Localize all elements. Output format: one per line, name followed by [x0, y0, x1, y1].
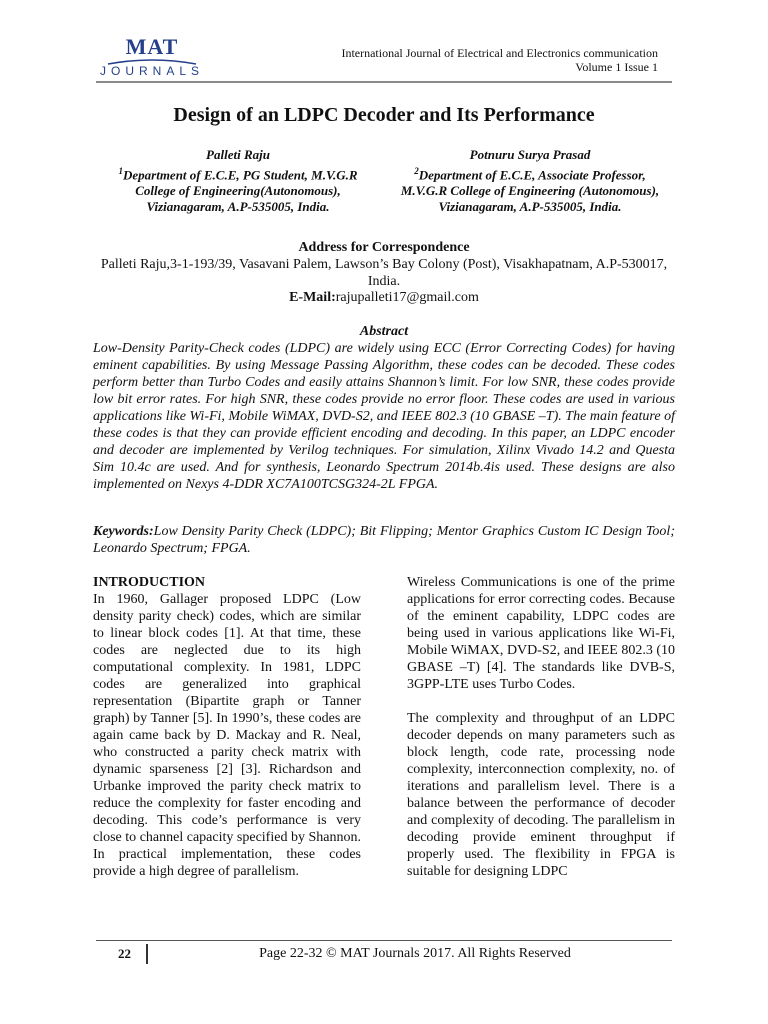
journal-logo — [96, 36, 216, 82]
author-affiliation-line1: $^2$Department of E.C.E, Associate Professor, — [414, 166, 646, 183]
journal-name: International Journal of Electrical and Electronics communication — [341, 46, 658, 60]
author-block-1 — [94, 147, 382, 215]
author-affiliation-line1: $^1$Department of E.C.E, PG Student, M.V.G.R — [118, 166, 358, 183]
email-label: E-Mail: — [289, 290, 336, 305]
logo-text-mat: MAT — [125, 34, 179, 59]
paper-title: Design of an LDPC Decoder and Its Performance — [173, 104, 595, 126]
author-name: Palleti Raju — [206, 147, 270, 162]
section-heading-introduction: INTRODUCTION — [93, 575, 206, 590]
author-affiliation-line3: Vizianagaram, A.P-535005, India. — [146, 199, 330, 215]
author-affiliation-line3: Vizianagaram, A.P-535005, India. — [438, 199, 622, 215]
column-left — [93, 574, 361, 880]
correspondence-email — [96, 289, 672, 306]
author-affiliation-line2: M.V.G.R College of Engineering (Autonomous), — [400, 183, 660, 199]
page-number-bar — [146, 944, 148, 964]
author-name: Potnuru Surya Prasad — [469, 147, 591, 162]
page-number: 22 — [118, 946, 131, 961]
header-rule — [96, 81, 672, 83]
email-link[interactable]: rajupalleti17@gmail.com — [335, 290, 479, 305]
correspondence-heading: Address for Correspondence — [298, 240, 470, 255]
author-block-2 — [386, 147, 674, 215]
intro-paragraph-3: The complexity and throughput of an LDPC decoder depends on many parameters such as block length, code rate, processing node complexity, interconnection complexity, no. of iterations and parallelism level. There is a balance between the performance of decoder and complexity of decoding. The parallelism in decoding provide eminent throughput if properly used. The flexibility in FPGA is suitable for designing LDPC — [407, 711, 675, 879]
footer-copyright: Page 22-32 © MAT Journals 2017. All Rights Reserved — [259, 946, 571, 961]
author-affiliation-line2: College of Engineering(Autonomous), — [135, 183, 341, 199]
keywords-label: Keywords: — [93, 524, 154, 539]
intro-paragraph-2: Wireless Communications is one of the prime applications for error correcting codes. Because of the eminent capability, LDPC codes are being used in various applications like Wi-Fi, Mobile WiMAX, DVD-S2, and IEEE 802.3 (10 GBASE –T) [4]. The standards like DVB-S, 3GPP-LTE uses Turbo Codes. — [407, 575, 675, 692]
column-right — [407, 574, 675, 880]
keywords-text: Low Density Parity Check (LDPC); Bit Flipping; Mentor Graphics Custom IC Design Tool; Leonardo Spectrum; FPGA. — [93, 524, 675, 556]
abstract-heading: Abstract — [359, 324, 409, 339]
abstract-text: Low-Density Parity-Check codes (LDPC) are widely using ECC (Error Correcting Codes) for having eminent capabilities. By using Message Passing Algorithm, these codes can be decoded. These codes perform better than Turbo Codes and easily attains Shannon’s limit. For low SNR, these codes provide low bit error rates. For high SNR, these codes provide no error floor. These codes are used in various applications like Wi-Fi, Mobile WiMAX, DVD-S2, and IEEE 802.3 (10 GBASE –T). The main feature of these codes is that they can provide efficient encoding and decoding. In this paper, an LDPC encoder and decoder are implemented by Verilog techniques. For simulation, Xilinx Vivado 14.2 and Questa Sim 10.4c are used. And for synthesis, Leonardo Spectrum 2014b.4is used. These designs are also implemented on Nexys 4-DDR XC7A100TCSG324-2L FPGA. — [93, 341, 675, 492]
logo-text-journals: JOURNALS — [99, 64, 204, 78]
journal-volume: Volume 1 Issue 1 — [575, 60, 658, 74]
intro-paragraph-1: In 1960, Gallager proposed LDPC (Low density parity check) codes, which are similar to linear block codes [1]. At that time, these codes are neglected due to its high computational complexity. In 1981, LDPC codes are generalized into graphical representation (Bipartite graph or Tanner graph) by Tanner [5]. In 1990’s, these codes are again came back by D. Mackay and R. Neal, who constructed a parity check matrix with dynamic sparseness [2] [3]. Richardson and Urbanke improved the parity check matrix to reduce the complexity for faster encoding and decoding. This code’s performance is very close to channel capacity specified by Shannon. In practical implementation, these codes provide a high degree of parallelism. — [93, 592, 361, 879]
correspondence-address: Palleti Raju,3-1-193/39, Vasavani Palem, Lawson’s Bay Colony (Post), Visakhapatnam, A.P-530017, India. — [100, 257, 668, 289]
footer-rule — [96, 940, 672, 941]
keywords — [93, 523, 675, 557]
